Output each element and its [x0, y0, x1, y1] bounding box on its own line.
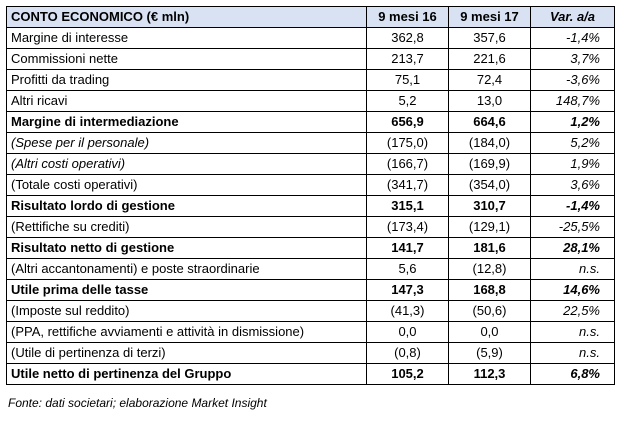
value-9m16: (173,4)	[367, 217, 449, 238]
value-var: -1,4%	[531, 28, 615, 49]
value-var: 28,1%	[531, 238, 615, 259]
table-body	[7, 7, 615, 385]
value-9m17: 221,6	[449, 49, 531, 70]
value-9m16: 5,2	[367, 91, 449, 112]
value-9m17: 0,0	[449, 322, 531, 343]
value-9m17: (50,6)	[449, 301, 531, 322]
row-label: Profitti da trading	[7, 70, 367, 91]
row-label: Altri ricavi	[7, 91, 367, 112]
value-9m17: 168,8	[449, 280, 531, 301]
value-9m16: 315,1	[367, 196, 449, 217]
value-9m16: 105,2	[367, 364, 449, 385]
row-label: (PPA, rettifiche avviamenti e attività in dismissione)	[7, 322, 367, 343]
table-row	[7, 112, 615, 133]
value-9m17: (354,0)	[449, 175, 531, 196]
value-var: 148,7%	[531, 91, 615, 112]
value-9m16: 141,7	[367, 238, 449, 259]
table-row	[7, 28, 615, 49]
table-row	[7, 49, 615, 70]
value-9m17: (169,9)	[449, 154, 531, 175]
value-9m17: (129,1)	[449, 217, 531, 238]
value-9m17: (5,9)	[449, 343, 531, 364]
row-label: (Spese per il personale)	[7, 133, 367, 154]
row-label: Margine di intermediazione	[7, 112, 367, 133]
value-9m16: 656,9	[367, 112, 449, 133]
table-row	[7, 364, 615, 385]
row-label: (Rettifiche su crediti)	[7, 217, 367, 238]
income-statement-table	[6, 6, 615, 385]
row-label: Margine di interesse	[7, 28, 367, 49]
value-var: -1,4%	[531, 196, 615, 217]
table-row	[7, 91, 615, 112]
row-label: Risultato netto di gestione	[7, 238, 367, 259]
table-row	[7, 133, 615, 154]
value-9m16: 147,3	[367, 280, 449, 301]
value-var: 3,6%	[531, 175, 615, 196]
row-label: Risultato lordo di gestione	[7, 196, 367, 217]
value-9m17: 310,7	[449, 196, 531, 217]
row-label: Commissioni nette	[7, 49, 367, 70]
value-9m16: (166,7)	[367, 154, 449, 175]
table-row	[7, 343, 615, 364]
value-9m16: (341,7)	[367, 175, 449, 196]
value-9m17: 181,6	[449, 238, 531, 259]
row-label: (Altri costi operativi)	[7, 154, 367, 175]
value-var: n.s.	[531, 259, 615, 280]
value-9m16: 0,0	[367, 322, 449, 343]
table-row	[7, 259, 615, 280]
row-label: (Totale costi operativi)	[7, 175, 367, 196]
value-var: 14,6%	[531, 280, 615, 301]
value-var: 22,5%	[531, 301, 615, 322]
value-9m16: (175,0)	[367, 133, 449, 154]
value-var: n.s.	[531, 343, 615, 364]
value-var: n.s.	[531, 322, 615, 343]
table-row	[7, 280, 615, 301]
value-9m16: 213,7	[367, 49, 449, 70]
row-label: (Imposte sul reddito)	[7, 301, 367, 322]
table-row	[7, 301, 615, 322]
source-note: Fonte: dati societari; elaborazione Market Insight	[8, 396, 267, 410]
value-var: 5,2%	[531, 133, 615, 154]
row-label: Utile prima delle tasse	[7, 280, 367, 301]
value-9m16: 75,1	[367, 70, 449, 91]
header-cell-9m17: 9 mesi 17	[449, 7, 531, 28]
value-9m16: 5,6	[367, 259, 449, 280]
table-row	[7, 70, 615, 91]
value-9m17: 112,3	[449, 364, 531, 385]
table-header-row	[7, 7, 615, 28]
header-cell-title: CONTO ECONOMICO (€ mln)	[7, 7, 367, 28]
table-row	[7, 196, 615, 217]
value-var: 3,7%	[531, 49, 615, 70]
row-label: Utile netto di pertinenza del Gruppo	[7, 364, 367, 385]
value-9m17: (12,8)	[449, 259, 531, 280]
table-row	[7, 154, 615, 175]
value-var: -25,5%	[531, 217, 615, 238]
value-9m16: 362,8	[367, 28, 449, 49]
value-9m17: 357,6	[449, 28, 531, 49]
value-var: 6,8%	[531, 364, 615, 385]
value-9m16: (0,8)	[367, 343, 449, 364]
value-var: 1,9%	[531, 154, 615, 175]
value-var: -3,6%	[531, 70, 615, 91]
value-var: 1,2%	[531, 112, 615, 133]
row-label: (Altri accantonamenti) e poste straordinarie	[7, 259, 367, 280]
table-row	[7, 175, 615, 196]
row-label: (Utile di pertinenza di terzi)	[7, 343, 367, 364]
table-row	[7, 322, 615, 343]
value-9m17: 72,4	[449, 70, 531, 91]
value-9m17: (184,0)	[449, 133, 531, 154]
value-9m17: 664,6	[449, 112, 531, 133]
header-cell-9m16: 9 mesi 16	[367, 7, 449, 28]
table-row	[7, 217, 615, 238]
header-cell-var: Var. a/a	[531, 7, 615, 28]
value-9m16: (41,3)	[367, 301, 449, 322]
value-9m17: 13,0	[449, 91, 531, 112]
table-row	[7, 238, 615, 259]
